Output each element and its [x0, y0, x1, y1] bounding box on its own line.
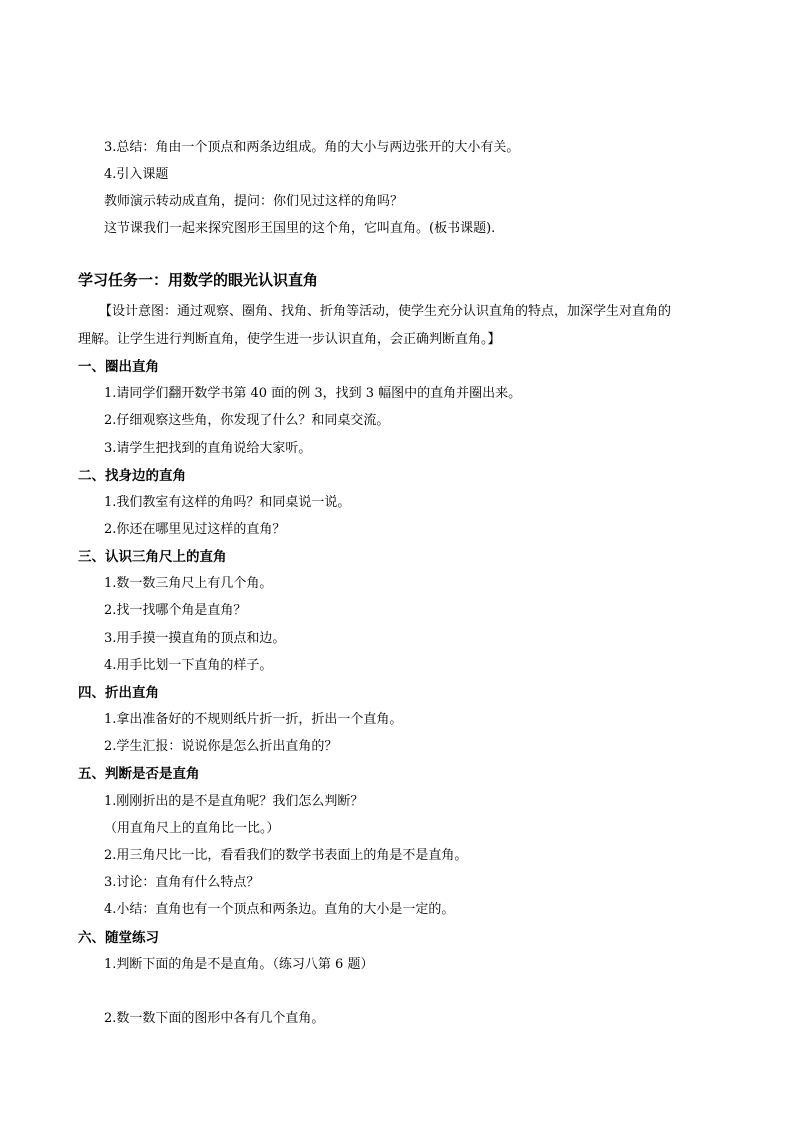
section-item: 3.用手摸一摸直角的顶点和边。 [104, 631, 286, 646]
section-heading: 五、判断是否是直角 [78, 766, 200, 782]
section-heading: 六、随堂练习 [78, 930, 159, 946]
section-item: 2.数一数下面的图形中各有几个直角。 [104, 1011, 325, 1026]
section-item: 2.学生汇报：说说你是怎么折出直角的？ [104, 739, 338, 754]
section-item: （用直角尺上的直角比一比。） [104, 821, 280, 836]
section-item: 1.拿出准备好的不规则纸片折一折，折出一个直角。 [104, 712, 403, 727]
section-item: 1.请同学们翻开数学书第 40 面的例 3，找到 3 幅图中的直角并圈出来。 [104, 386, 522, 401]
section-item: 1.数一数三角尺上有几个角。 [104, 576, 273, 591]
section-heading: 二、找身边的直角 [78, 468, 186, 484]
introduce-title-line: 4.引入课题 [104, 167, 169, 182]
section-item: 3.请学生把找到的直角说给大家听。 [104, 441, 312, 456]
section-item: 2.找一找哪个角是直角？ [104, 603, 247, 618]
section-item: 2.你还在哪里见过这样的直角？ [104, 522, 286, 537]
section-item: 2.仔细观察这些角，你发现了什么？和同桌交流。 [104, 413, 390, 428]
design-intent-line-1: 【设计意图：通过观察、圈角、找角、折角等活动，使学生充分认识直角的特点，加深学生对直角的 [99, 304, 672, 319]
section-item: 4.小结：直角也有一个顶点和两条边。直角的大小是一定的。 [104, 902, 455, 917]
section-item: 1.刚刚折出的是不是直角呢？我们怎么判断？ [104, 794, 364, 809]
design-intent-line-2: 理解。让学生进行判断直角，使学生进一步认识直角，会正确判断直角。】 [78, 332, 501, 347]
section-heading: 四、折出直角 [78, 685, 159, 701]
section-item: 4.用手比划一下直角的样子。 [104, 658, 273, 673]
section-item: 1.我们教室有这样的角吗？和同桌说一说。 [104, 495, 351, 510]
section-item: 1.判断下面的角是不是直角。（练习八第 6 题） [104, 957, 374, 972]
lesson-intro-line: 这节课我们一起来探究图形王国里的这个角，它叫直角。(板书课题). [104, 221, 496, 236]
section-heading: 一、圈出直角 [78, 359, 159, 375]
section-heading: 三、认识三角尺上的直角 [78, 549, 227, 565]
teacher-demo-line: 教师演示转动成直角，提问：你们见过这样的角吗？ [104, 194, 404, 209]
summary-line: 3.总结：角由一个顶点和两条边组成。角的大小与两边张开的大小有关。 [104, 140, 520, 155]
task1-title: 学习任务一：用数学的眼光认识直角 [78, 271, 319, 289]
section-item: 2.用三角尺比一比，看看我们的数学书表面上的角是不是直角。 [104, 848, 468, 863]
section-item: 3.讨论：直角有什么特点？ [104, 875, 260, 890]
